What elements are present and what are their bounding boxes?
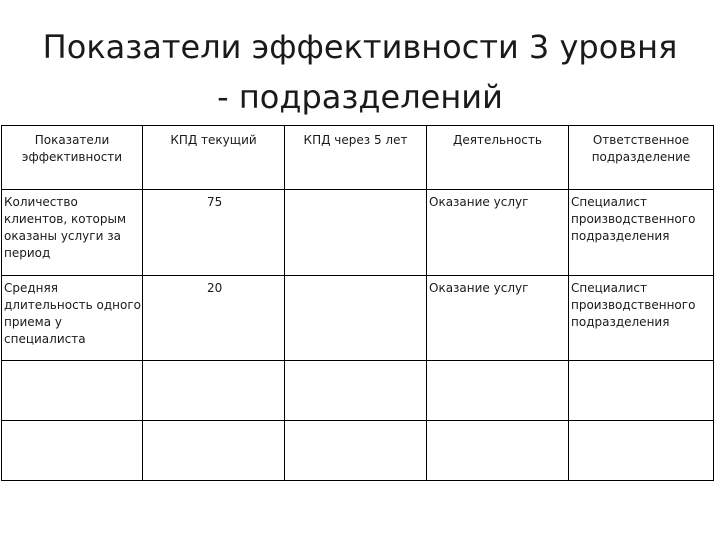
cell-kpd-5-years xyxy=(285,190,427,276)
cell-kpd-current xyxy=(143,361,285,421)
header-activity: Деятельность xyxy=(427,126,569,190)
kpi-table-body xyxy=(2,190,714,481)
cell-kpd-current: 75 xyxy=(143,190,285,276)
cell-indicator xyxy=(2,421,143,481)
cell-responsible: Специалист производственного подразделения xyxy=(569,276,714,361)
cell-activity xyxy=(427,421,569,481)
cell-kpd-current xyxy=(143,421,285,481)
cell-activity xyxy=(427,361,569,421)
table-row xyxy=(2,190,714,276)
cell-responsible: Специалист производственного подразделения xyxy=(569,190,714,276)
cell-responsible xyxy=(569,361,714,421)
kpi-table xyxy=(1,125,714,481)
cell-activity: Оказание услуг xyxy=(427,190,569,276)
header-responsible-unit: Ответственное подразделение xyxy=(569,126,714,190)
slide-title-line-1: Показатели эффективности 3 уровня xyxy=(42,28,678,66)
table-row xyxy=(2,276,714,361)
header-row xyxy=(2,126,714,190)
slide-title-line-2: - подразделений xyxy=(217,78,503,116)
header-kpd-5-years: КПД через 5 лет xyxy=(285,126,427,190)
header-indicators: Показатели эффективности xyxy=(2,126,143,190)
cell-kpd-5-years xyxy=(285,361,427,421)
kpi-table-header xyxy=(2,126,714,190)
cell-kpd-5-years xyxy=(285,276,427,361)
cell-indicator: Средняя длительность одного приема у специалиста xyxy=(2,276,143,361)
cell-indicator: Количество клиентов, которым оказаны услуги за период xyxy=(2,190,143,276)
cell-kpd-5-years xyxy=(285,421,427,481)
header-kpd-current: КПД текущий xyxy=(143,126,285,190)
table-row-empty xyxy=(2,421,714,481)
slide-title xyxy=(0,22,720,122)
cell-responsible xyxy=(569,421,714,481)
cell-kpd-current: 20 xyxy=(143,276,285,361)
table-row-empty xyxy=(2,361,714,421)
cell-activity: Оказание услуг xyxy=(427,276,569,361)
cell-indicator xyxy=(2,361,143,421)
